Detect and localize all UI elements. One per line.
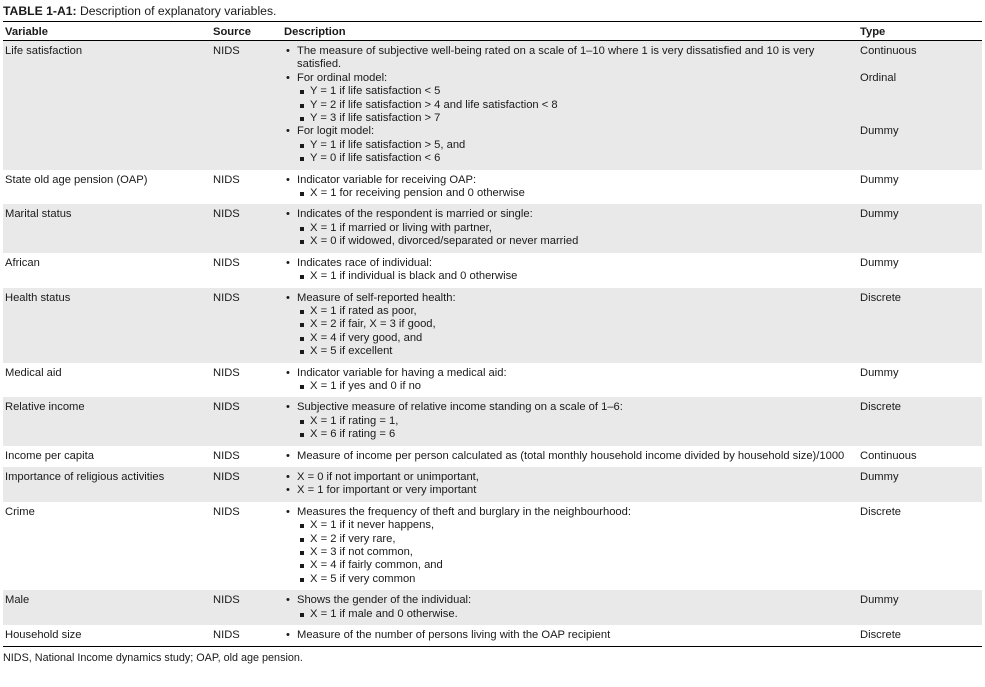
description-subitem: Y = 1 if life satisfaction > 5, and — [297, 139, 856, 152]
table-label: TABLE 1-A1: — [3, 4, 77, 18]
description-text: For ordinal model: — [297, 71, 388, 84]
description-list — [284, 506, 856, 586]
description-bullet — [284, 45, 856, 72]
cell-source: NIDS — [213, 366, 240, 379]
description-list — [284, 471, 856, 498]
description-subitem: Y = 2 if life satisfaction > 4 and life satisfaction < 8 — [297, 99, 856, 112]
table-container — [3, 0, 982, 666]
description-bullet — [284, 629, 856, 642]
table-row — [3, 204, 982, 252]
type-value: Continuous — [860, 45, 917, 57]
description-list — [284, 208, 856, 248]
description-sublist — [297, 187, 856, 200]
cell-variable: Medical aid — [5, 366, 62, 379]
description-subitem: X = 3 if not common, — [297, 546, 856, 559]
description-subitem: X = 4 if fairly common, and — [297, 559, 856, 572]
description-subitem: X = 2 if fair, X = 3 if good, — [297, 318, 856, 331]
type-value: Dummy — [860, 256, 899, 269]
cell-type — [858, 446, 982, 467]
description-subitem: Y = 1 if life satisfaction < 5 — [297, 85, 856, 98]
table-body — [3, 41, 982, 647]
type-value: Discrete — [860, 401, 902, 414]
type-value: Dummy — [860, 366, 899, 379]
table-footnote: NIDS, National Income dynamics study; OAP, old age pension. — [3, 652, 303, 665]
description-sublist — [297, 415, 856, 442]
cell-type — [858, 204, 982, 252]
description-text: X = 0 if not important or unimportant, — [297, 470, 479, 483]
description-text: X = 1 for important or very important — [297, 484, 477, 497]
cell-type — [858, 590, 982, 625]
cell-variable: Health status — [5, 291, 71, 304]
type-value: Dummy — [860, 125, 899, 138]
header-type: Type — [860, 26, 886, 38]
cell-variable: Relative income — [5, 401, 85, 414]
description-subitem: X = 1 if married or living with partner, — [297, 222, 856, 235]
type-value: Discrete — [860, 505, 902, 518]
cell-description — [282, 446, 858, 467]
table-row — [3, 170, 982, 205]
cell-source: NIDS — [213, 208, 240, 221]
description-subitem: Y = 3 if life satisfaction > 7 — [297, 112, 856, 125]
description-subitem: X = 5 if excellent — [297, 345, 856, 358]
table-row — [3, 397, 982, 445]
description-text: Measure of self-reported health: — [297, 291, 456, 304]
cell-type — [858, 41, 982, 170]
cell-type — [858, 170, 982, 205]
description-subitem: X = 1 if individual is black and 0 otherwise — [297, 270, 856, 283]
type-value: Dummy — [860, 173, 899, 186]
table-row — [3, 253, 982, 288]
header-description: Description — [284, 26, 346, 38]
description-subitem: X = 6 if rating = 6 — [297, 428, 856, 441]
description-sublist — [297, 139, 856, 166]
type-value: Continuous — [860, 449, 917, 462]
description-subitem: X = 1 if yes and 0 if no — [297, 380, 856, 393]
description-bullet — [284, 450, 856, 463]
description-list — [284, 367, 856, 394]
cell-description — [282, 590, 858, 625]
cell-source: NIDS — [213, 256, 240, 269]
table-row — [3, 467, 982, 502]
description-subitem: X = 1 if rating = 1, — [297, 415, 856, 428]
cell-source: NIDS — [213, 401, 240, 414]
description-bullet — [284, 174, 856, 201]
header-row — [3, 22, 982, 41]
description-subitem: X = 0 if widowed, divorced/separated or never married — [297, 235, 856, 248]
cell-source: NIDS — [213, 45, 240, 57]
cell-description — [282, 41, 858, 170]
table-caption — [3, 4, 982, 19]
type-value: Dummy — [860, 208, 899, 221]
description-list — [284, 292, 856, 359]
description-text: Measures the frequency of theft and burglary in the neighbourhood: — [297, 505, 631, 518]
description-list — [284, 450, 856, 463]
variables-table — [3, 21, 982, 647]
description-bullet — [284, 506, 856, 586]
cell-variable: Income per capita — [5, 449, 94, 462]
cell-variable: African — [5, 256, 40, 269]
cell-description — [282, 204, 858, 252]
cell-source: NIDS — [213, 173, 240, 186]
description-subitem: Y = 0 if life satisfaction < 6 — [297, 152, 856, 165]
cell-type — [858, 253, 982, 288]
cell-source: NIDS — [213, 449, 240, 462]
cell-type — [858, 288, 982, 363]
description-text: For logit model: — [297, 125, 375, 138]
cell-description — [282, 502, 858, 590]
table-row — [3, 502, 982, 590]
description-sublist — [297, 380, 856, 393]
description-sublist — [297, 519, 856, 586]
table-row — [3, 363, 982, 398]
header-variable: Variable — [5, 26, 48, 38]
description-bullet — [284, 208, 856, 248]
cell-variable: Household size — [5, 629, 82, 642]
description-bullet — [284, 72, 856, 126]
description-bullet — [284, 125, 856, 165]
table-row — [3, 590, 982, 625]
type-value: Discrete — [860, 629, 902, 642]
cell-variable: Marital status — [5, 208, 72, 221]
header-source: Source — [213, 26, 251, 38]
description-subitem: X = 1 for receiving pension and 0 otherwise — [297, 187, 856, 200]
description-bullet — [284, 401, 856, 441]
description-text: The measure of subjective well-being rated on a scale of 1–10 where 1 is very dissatisfied and 10 is very satisfied. — [297, 45, 815, 71]
description-list — [284, 257, 856, 284]
description-text: Indicates of the respondent is married or single: — [297, 208, 533, 221]
description-sublist — [297, 222, 856, 249]
cell-description — [282, 467, 858, 502]
cell-source: NIDS — [213, 629, 240, 642]
description-list — [284, 594, 856, 621]
description-sublist — [297, 305, 856, 359]
description-text: Indicator variable for receiving OAP: — [297, 173, 477, 186]
cell-description — [282, 625, 858, 647]
cell-variable: Importance of religious activities — [5, 470, 165, 483]
description-text: Indicator variable for having a medical aid: — [297, 366, 507, 379]
table-header — [3, 22, 982, 41]
description-list — [284, 401, 856, 441]
description-bullet — [284, 484, 856, 497]
description-bullet — [284, 594, 856, 621]
cell-type — [858, 397, 982, 445]
cell-description — [282, 170, 858, 205]
table-row — [3, 446, 982, 467]
description-text: Measure of the number of persons living with the OAP recipient — [297, 629, 611, 642]
cell-type — [858, 625, 982, 647]
description-list — [284, 45, 856, 166]
cell-type — [858, 363, 982, 398]
cell-description — [282, 288, 858, 363]
description-bullet — [284, 471, 856, 484]
description-list — [284, 174, 856, 201]
table-title: Description of explanatory variables. — [79, 4, 277, 18]
description-sublist — [297, 608, 856, 621]
cell-source: NIDS — [213, 470, 240, 483]
cell-variable: Male — [5, 594, 30, 607]
description-text: Indicates race of individual: — [297, 256, 432, 269]
description-subitem: X = 1 if it never happens, — [297, 519, 856, 532]
cell-description — [282, 363, 858, 398]
description-sublist — [297, 85, 856, 125]
description-subitem: X = 1 if male and 0 otherwise. — [297, 608, 856, 621]
cell-variable: Life satisfaction — [5, 45, 83, 57]
type-value: Dummy — [860, 594, 899, 607]
type-value: Dummy — [860, 470, 899, 483]
cell-source: NIDS — [213, 505, 240, 518]
description-text: Measure of income per person calculated as (total monthly household income divided by household size)/1000 — [297, 449, 845, 462]
description-bullet — [284, 292, 856, 359]
description-subitem: X = 2 if very rare, — [297, 533, 856, 546]
type-value: Discrete — [860, 291, 902, 304]
description-bullet — [284, 367, 856, 394]
cell-description — [282, 253, 858, 288]
cell-type — [858, 467, 982, 502]
description-text: Subjective measure of relative income standing on a scale of 1–6: — [297, 401, 623, 414]
cell-source: NIDS — [213, 594, 240, 607]
type-value: Ordinal — [860, 71, 897, 84]
table-row — [3, 41, 982, 170]
cell-description — [282, 397, 858, 445]
cell-variable: State old age pension (OAP) — [5, 173, 148, 186]
table-row — [3, 288, 982, 363]
description-list — [284, 629, 856, 642]
cell-source: NIDS — [213, 291, 240, 304]
description-sublist — [297, 270, 856, 283]
cell-variable: Crime — [5, 505, 35, 518]
description-text: Shows the gender of the individual: — [297, 594, 472, 607]
table-row — [3, 625, 982, 647]
cell-type — [858, 502, 982, 590]
description-subitem: X = 4 if very good, and — [297, 332, 856, 345]
description-bullet — [284, 257, 856, 284]
description-subitem: X = 5 if very common — [297, 573, 856, 586]
description-subitem: X = 1 if rated as poor, — [297, 305, 856, 318]
